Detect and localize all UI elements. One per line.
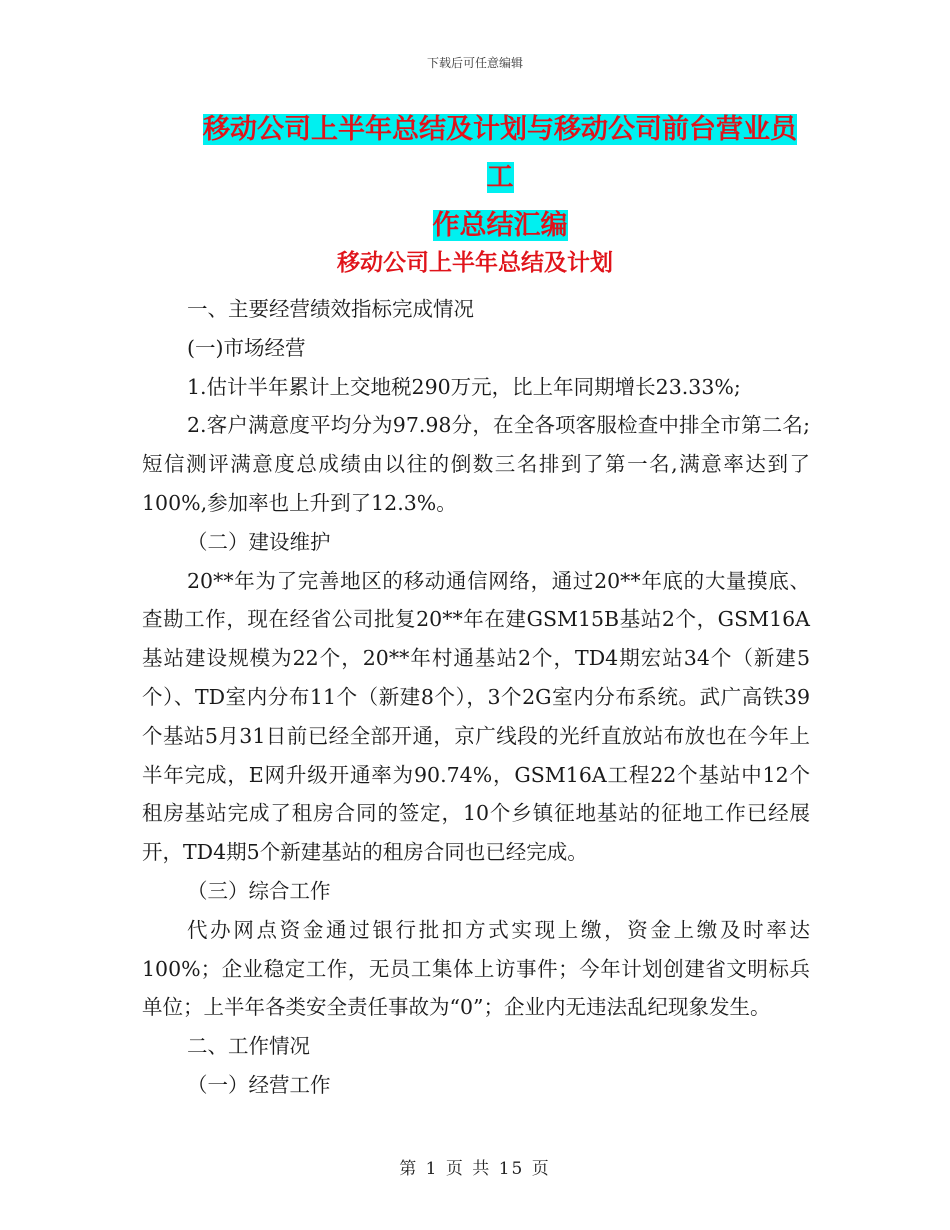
paragraph-subheading-operations: （一）经营工作 (187, 1072, 331, 1097)
paragraph-heading-2: 二、工作情况 (187, 1034, 310, 1059)
paragraph-heading-1: 一、主要经营绩效指标完成情况 (187, 297, 474, 321)
paragraph-subheading-market: (一)市场经营 (187, 335, 306, 360)
section-title: 移动公司上半年总结及计划 (337, 250, 613, 276)
paragraph-subheading-general: （三）综合工作 (187, 878, 331, 903)
main-title-line-2: 作总结汇编 (432, 210, 568, 241)
paragraph-item-2: 2.客户满意度平均分为97.98分，在全各项客服检查中排全市第二名;短信测评满意度总成绩由以往的倒数三名排到了第一名,满意率达到了100%,参加率也上升到了12.3%。 (142, 413, 810, 515)
document-body (142, 290, 810, 1105)
paragraph-general-body: 代办网点资金通过银行批扣方式实现上缴，资金上缴及时率达100%；企业稳定工作，无员工集体上访事件；今年计划创建省文明标兵单位；上半年各类安全责任事故为“0”；企业内无违法乱纪现象发生。 (142, 917, 810, 1020)
paragraph-item-1: 1.估计半年累计上交地税290万元，比上年同期增长23.33%; (187, 374, 741, 399)
page-footer: 第 1 页 共 15 页 (399, 1159, 551, 1179)
document-main-title (190, 106, 810, 250)
paragraph-subheading-construction: （二）建设维护 (187, 529, 331, 554)
paragraph-construction-body: 20**年为了完善地区的移动通信网络，通过20**年底的大量摸底、查勘工作，现在经省公司批复20**年在建GSM15B基站2个，GSM16A基站建设规模为22个，20**年村通基站2个，TD4期宏站34个（新建5个）、TD室内分布11个（新建8个），3个2G室内分布系统。武广高铁39个基站5月31日前已经全部开通，京广线段的光纤直放站布放也在今年上半年完成，E网升级开通率为90.74%，GSM16A工程22个基站中12个租房基站完成了租房合同的签定，10个乡镇征地基站的征地工作已经展开，TD4期5个新建基站的租房合同也已经完成。 (142, 568, 810, 865)
main-title-line-1: 移动公司上半年总结及计划与移动公司前台营业员工 (203, 114, 797, 193)
header-note: 下载后可任意编辑 (426, 56, 523, 70)
